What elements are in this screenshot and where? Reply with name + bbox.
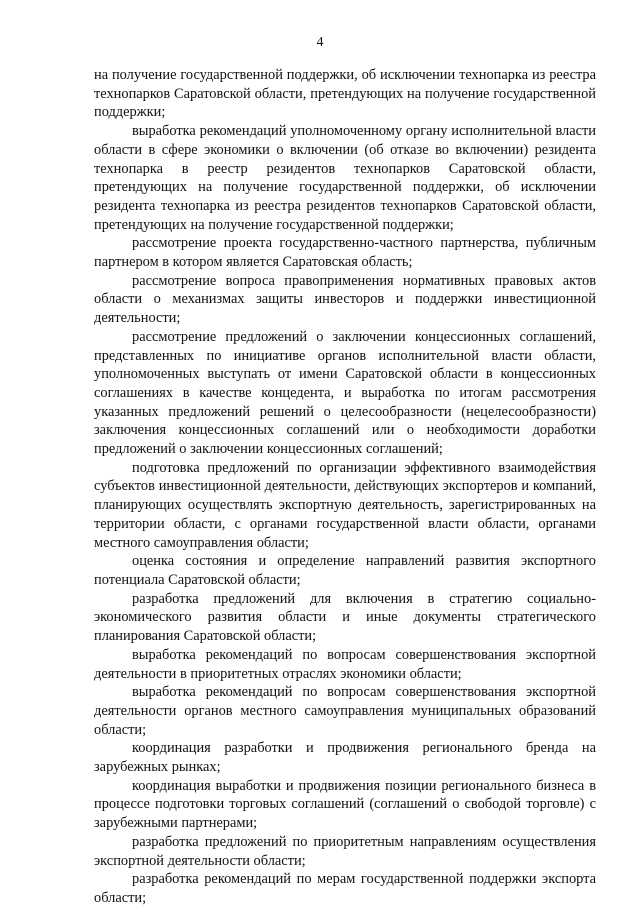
paragraph-2: выработка рекомендаций уполномоченному органу исполнительной власти области в сфере экономики о включении (об отказе во включении) резидента технопарка в реестр резидентов технопарков Саратовской области, претендующих на получение государственной поддержки, об исключении резидента технопарка из реестра резидентов технопарков Саратовской области, претендующих на получение государственной поддержки; — [94, 123, 596, 233]
paragraph-12: координация выработки и продвижения позиции регионального бизнеса в процессе подготовки торговых соглашений (соглашений о свободой торговле) с зарубежными партнерами; — [94, 777, 596, 832]
paragraph-5: рассмотрение предложений о заключении концессионных соглашений, представленных по инициативе органов исполнительной власти области, уполномоченных выступать от имени Саратовской области в концессионных соглашениях в качестве концедента, и выработка по итогам рассмотрения указанных предложений решений о целесообразности (нецелесообразности) заключения концессионных соглашений или о необходимости доработки предложений о заключении концессионных соглашений; — [94, 328, 596, 458]
paragraph-10: выработка рекомендаций по вопросам совершенствования экспортной деятельности органов местного самоуправления муниципальных образований области; — [94, 684, 596, 738]
paragraph-6: подготовка предложений по организации эффективного взаимодействия субъектов инвестиционной деятельности, действующих экспортеров и компаний, планирующих осуществлять экспортную деятельность, зарегистрированных на территории области, с органами государственной власти области, органами местного самоуправления области; — [94, 459, 596, 551]
paragraph-1: на получение государственной поддержки, об исключении технопарка из реестра технопарков Саратовской области, претендующих на получение государственной поддержки; — [94, 67, 596, 121]
paragraph-8: разработка предложений для включения в стратегию социально-экономического развития области и иные документы стратегического планирования Саратовской области; — [94, 590, 596, 645]
page-number: 4 — [316, 35, 324, 50]
paragraph-11: координация разработки и продвижения регионального бренда на зарубежных рынках; — [94, 740, 596, 776]
paragraph-14: разработка рекомендаций по мерам государственной поддержки экспорта области; — [94, 871, 596, 906]
paragraph-3: рассмотрение проекта государственно-частного партнерства, публичным партнером в котором является Саратовская область; — [94, 235, 596, 271]
paragraph-9: выработка рекомендаций по вопросам совершенствования экспортной деятельности в приоритетных отраслях экономики области; — [94, 646, 596, 682]
paragraph-7: оценка состояния и определение направлений развития экспортного потенциала Саратовской области; — [94, 553, 596, 588]
paragraph-4: рассмотрение вопроса правоприменения нормативных правовых актов области о механизмах защиты инвесторов и поддержки инвестиционной деятельности; — [94, 272, 596, 327]
document-body — [94, 66, 596, 908]
paragraph-13: разработка предложений по приоритетным направлениям осуществления экспортной деятельности области; — [94, 833, 596, 869]
